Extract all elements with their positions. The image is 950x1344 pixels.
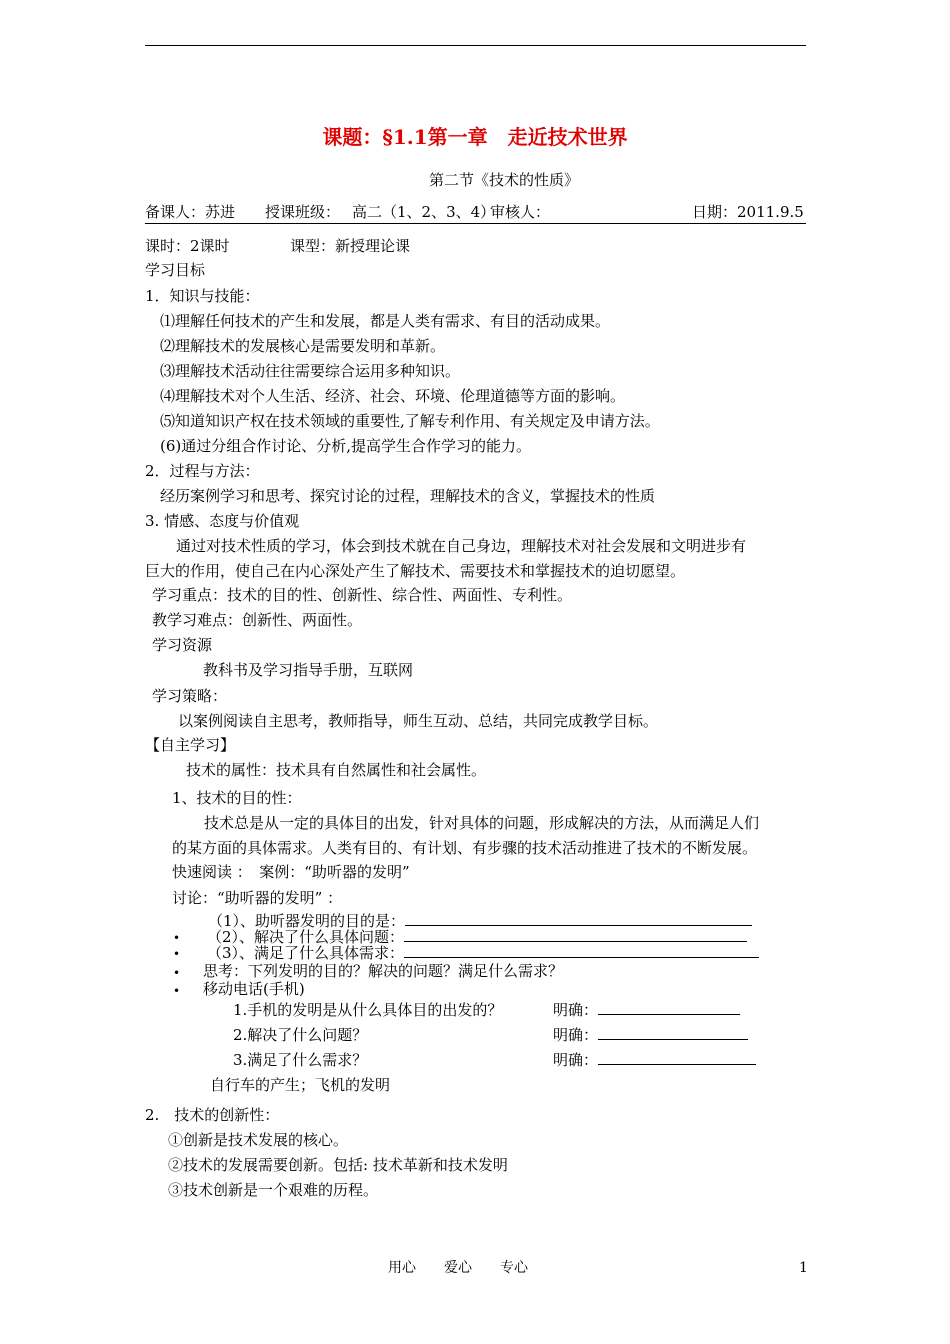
clarify-3 bbox=[553, 1050, 756, 1070]
question-2-label: （2）、解决了什么具体问题： bbox=[207, 928, 405, 946]
objective-3-line: 通过对技术性质的学习，体会到技术就在自己身边，理解技术对社会发展和文明进步有 bbox=[176, 537, 747, 555]
objective-1-item: ⑷理解技术对个人生活、经济、社会、环境、伦理道德等方面的影响。 bbox=[160, 387, 626, 405]
innovation-item: ②技术的发展需要创新。包括: 技术革新和技术发明 bbox=[168, 1156, 508, 1174]
key-points: 学习重点：技术的目的性、创新性、综合性、两面性、专利性。 bbox=[152, 586, 573, 604]
purpose-line: 的某方面的具体需求。人类有目的、有计划、有步骤的技术活动推进了技术的不断发展。 bbox=[172, 839, 758, 857]
answer-blank bbox=[598, 1050, 756, 1065]
bullet-icon: • bbox=[173, 966, 181, 980]
innovation-heading: 2. 技术的创新性： bbox=[145, 1106, 280, 1124]
clarify-label: 明确： bbox=[553, 1051, 599, 1069]
objective-1-item: (6)通过分组合作讨论、分析,提高学生合作学习的能力。 bbox=[160, 437, 532, 455]
objective-2-text: 经历案例学习和思考、探究讨论的过程，理解技术的含义，掌握技术的性质 bbox=[160, 487, 656, 505]
purpose-heading: 1、技术的目的性： bbox=[172, 789, 302, 807]
difficulties: 教学习难点：创新性、两面性。 bbox=[152, 611, 363, 629]
strategy-text: 以案例阅读自主思考，教师指导，师生互动、总结，共同完成教学目标。 bbox=[178, 712, 659, 730]
page-title: 课题：§1.1第一章 走近技术世界 bbox=[322, 125, 628, 149]
bullet-icon: • bbox=[173, 984, 181, 998]
objective-1-heading: 1．知识与技能： bbox=[145, 287, 260, 305]
think-prompt: 思考：下列发明的目的？解决的问题？满足什么需求？ bbox=[203, 962, 564, 980]
question-3 bbox=[207, 943, 759, 963]
class-label: 授课班级： bbox=[265, 203, 341, 221]
innovation-item: ①创新是技术发展的核心。 bbox=[168, 1131, 349, 1149]
answer-blank bbox=[404, 943, 759, 958]
answer-blank bbox=[405, 911, 752, 926]
self-study-heading: 【自主学习】 bbox=[145, 736, 236, 754]
mobile-heading: 移动电话(手机) bbox=[203, 980, 305, 998]
meta-underline bbox=[145, 223, 806, 224]
objective-1-item: ⑶理解技术活动往往需要综合运用多种知识。 bbox=[160, 362, 461, 380]
answer-blank bbox=[598, 1000, 740, 1015]
objectives-heading: 学习目标 bbox=[145, 261, 206, 279]
bullet-icon: • bbox=[173, 947, 181, 961]
question-1-label: （1）、助听器发明的目的是： bbox=[208, 912, 406, 930]
class-value: 高二（1、2、3、4） bbox=[352, 203, 496, 221]
answer-blank bbox=[404, 927, 747, 942]
mobile-question-1: 1.手机的发明是从什么具体目的出发的？ bbox=[233, 1001, 503, 1019]
strategy-heading: 学习策略： bbox=[152, 687, 228, 705]
objective-1-item: ⑴理解任何技术的产生和发展，都是人类有需求、有目的活动成果。 bbox=[160, 312, 611, 330]
resources-text: 教科书及学习指导手册，互联网 bbox=[203, 661, 414, 679]
answer-blank bbox=[598, 1025, 748, 1040]
mobile-question-3: 3.满足了什么需求？ bbox=[233, 1051, 368, 1069]
reviewer-label: 审核人： bbox=[490, 203, 551, 221]
quick-read: 快速阅读 ： 案例：“助听器的发明” bbox=[172, 863, 410, 881]
attributes-text: 技术的属性：技术具有自然属性和社会属性。 bbox=[186, 761, 487, 779]
objective-3-heading: 3. 情感、态度与价值观 bbox=[145, 512, 300, 530]
preparer: 备课人：苏进 bbox=[145, 203, 236, 221]
objective-2-heading: 2．过程与方法： bbox=[145, 462, 260, 480]
objective-3-line: 巨大的作用，使自己在内心深处产生了解技术、需要技术和掌握技术的迫切愿望。 bbox=[145, 562, 686, 580]
class-hours: 课时：2课时 bbox=[145, 237, 230, 255]
discussion-heading: 讨论：“助听器的发明” ： bbox=[172, 889, 343, 907]
class-type: 课型：新授理论课 bbox=[290, 237, 411, 255]
bike-plane: 自行车的产生；飞机的发明 bbox=[210, 1076, 391, 1094]
clarify-1 bbox=[553, 1000, 740, 1020]
mobile-question-2: 2.解决了什么问题？ bbox=[233, 1026, 368, 1044]
page-number: 1 bbox=[799, 1260, 808, 1276]
resources-heading: 学习资源 bbox=[152, 636, 213, 654]
objective-1-item: ⑸知道知识产权在技术领域的重要性,了解专利作用、有关规定及申请方法。 bbox=[160, 412, 660, 430]
clarify-2 bbox=[553, 1025, 748, 1045]
objective-1-item: ⑵理解技术的发展核心是需要发明和革新。 bbox=[160, 337, 446, 355]
innovation-item: ③技术创新是一个艰难的历程。 bbox=[168, 1181, 379, 1199]
footer-motto: 用心 爱心 专心 bbox=[388, 1260, 528, 1276]
section-subtitle: 第二节《技术的性质》 bbox=[429, 171, 580, 189]
clarify-label: 明确： bbox=[553, 1001, 599, 1019]
bullet-icon: • bbox=[173, 931, 181, 945]
lesson-date: 日期：2011.9.5 bbox=[692, 203, 804, 221]
purpose-line: 技术总是从一定的具体目的出发，针对具体的问题，形成解决的方法，从而满足人们 bbox=[204, 814, 760, 832]
header-rule bbox=[145, 45, 806, 46]
question-3-label: （3）、满足了什么具体需求： bbox=[207, 944, 405, 962]
clarify-label: 明确： bbox=[553, 1026, 599, 1044]
